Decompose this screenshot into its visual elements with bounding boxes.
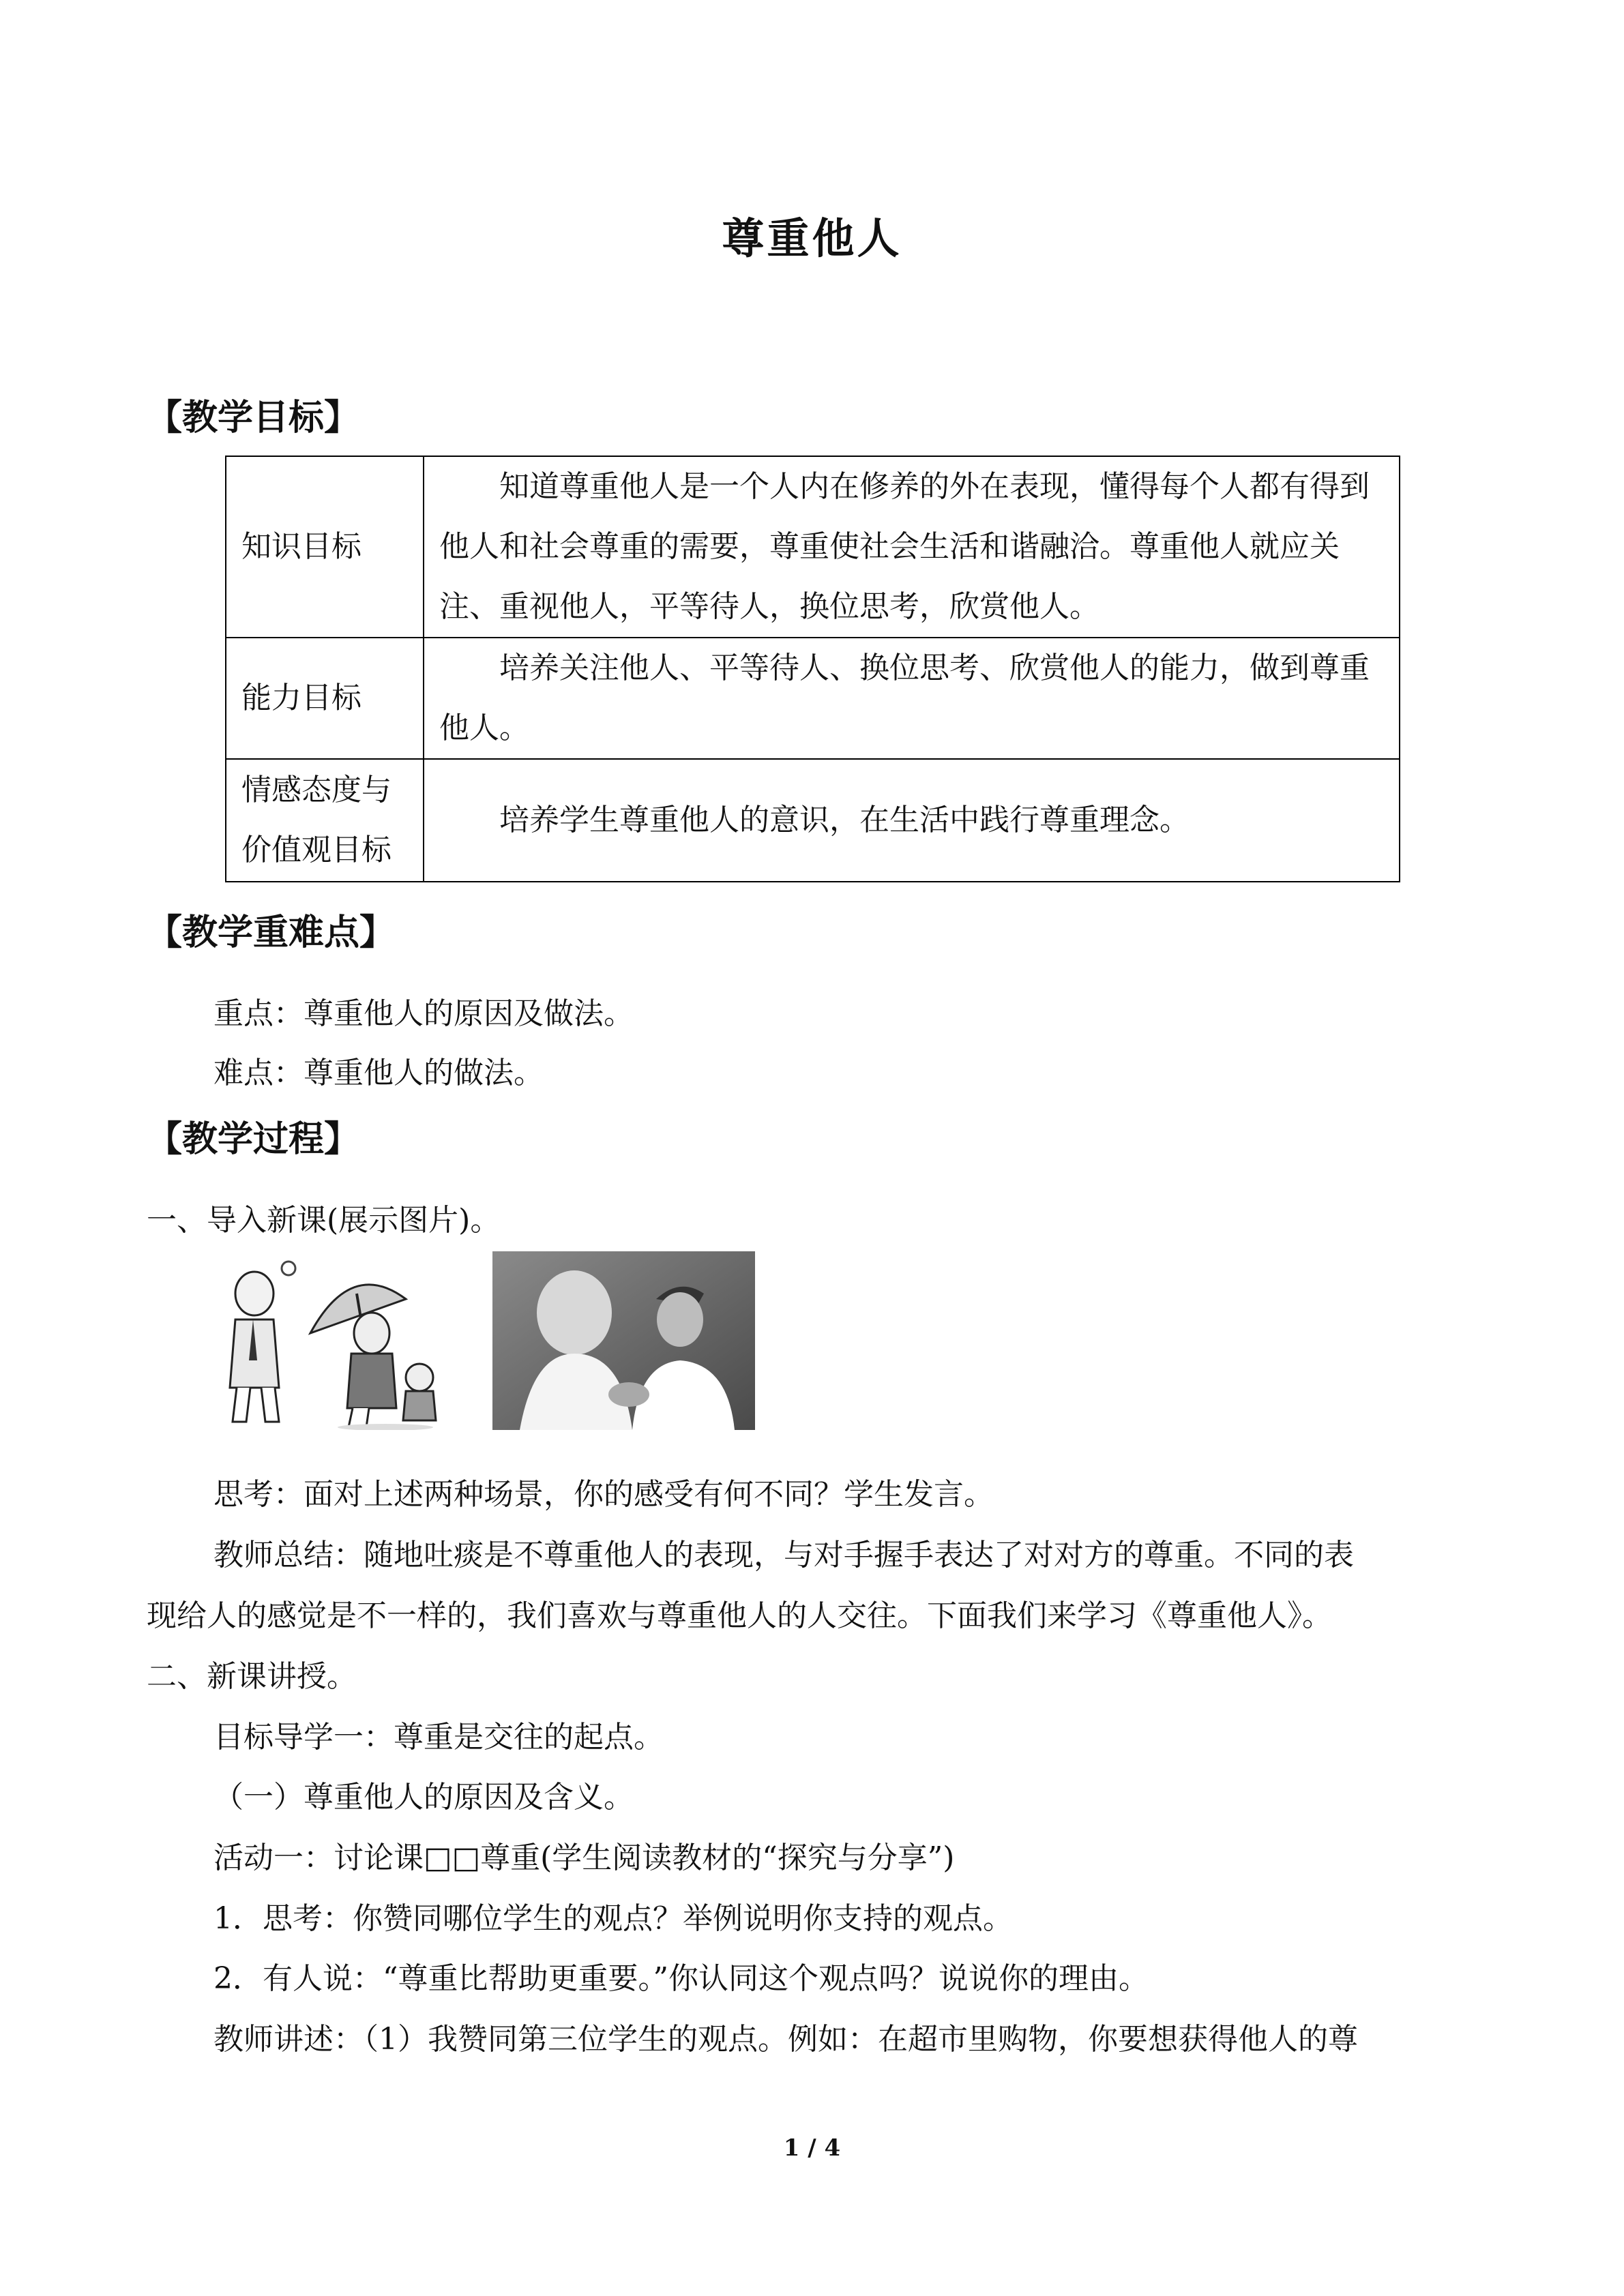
page-number: 1 / 4 xyxy=(783,2134,841,2162)
page-title: 尊重他人 xyxy=(722,213,902,263)
section-heading-process: 【教学过程】 xyxy=(147,1119,360,1160)
think-line: 思考：面对上述两种场景，你的感受有何不同？学生发言。 xyxy=(213,1477,994,1512)
activity-one-line: 活动一：讨论课□□尊重(学生阅读教材的“探究与分享”) xyxy=(213,1840,955,1875)
table-row xyxy=(226,638,1400,759)
intro-line: 一、导入新课(展示图片)。 xyxy=(147,1203,501,1238)
sub-one-line: （一）尊重他人的原因及含义。 xyxy=(213,1780,634,1815)
question-2: 2．有人说：“尊重比帮助更重要。”你认同这个观点吗？说说你的理由。 xyxy=(213,1961,1149,1996)
handshake-photo xyxy=(492,1251,755,1430)
summary-line-1: 教师总结：随地吐痰是不尊重他人的表现，与对手握手表达了对对方的尊重。不同的表 xyxy=(213,1538,1354,1572)
goal-one-line: 目标导学一：尊重是交往的起点。 xyxy=(213,1720,664,1755)
goal-label: 能力目标 xyxy=(226,638,424,759)
goal-content: 培养关注他人、平等待人、换位思考、欣赏他人的能力，做到尊重他人。 xyxy=(424,638,1400,759)
goal-content: 知道尊重他人是一个人内在修养的外在表现，懂得每个人都有得到他人和社会尊重的需要，尊重使社会生活和谐融洽。尊重他人就应关注、重视他人，平等待人，换位思考，欣赏他人。 xyxy=(424,456,1400,638)
table-row xyxy=(226,456,1400,638)
goal-label: 知识目标 xyxy=(226,456,424,638)
difficult-point: 难点：尊重他人的做法。 xyxy=(213,1056,544,1090)
goal-content: 培养学生尊重他人的意识，在生活中践行尊重理念。 xyxy=(424,759,1400,882)
key-point: 重点：尊重他人的原因及做法。 xyxy=(213,996,634,1031)
section-heading-key: 【教学重难点】 xyxy=(147,912,396,953)
teacher-line: 教师讲述：（1）我赞同第三位学生的观点。例如：在超市里购物，你要想获得他人的尊 xyxy=(213,2022,1358,2057)
table-row xyxy=(226,759,1400,882)
question-1: 1．思考：你赞同哪位学生的观点？举例说明你支持的观点。 xyxy=(213,1901,1013,1936)
section-heading-goals: 【教学目标】 xyxy=(147,398,360,438)
cartoon-image xyxy=(208,1251,454,1430)
new-lesson-line: 二、新课讲授。 xyxy=(147,1659,357,1694)
goals-table xyxy=(225,456,1400,882)
goal-label: 情感态度与 价值观目标 xyxy=(226,759,424,882)
summary-line-2: 现给人的感觉是不一样的，我们喜欢与尊重他人的人交往。下面我们来学习《尊重他人》。 xyxy=(147,1598,1332,1633)
